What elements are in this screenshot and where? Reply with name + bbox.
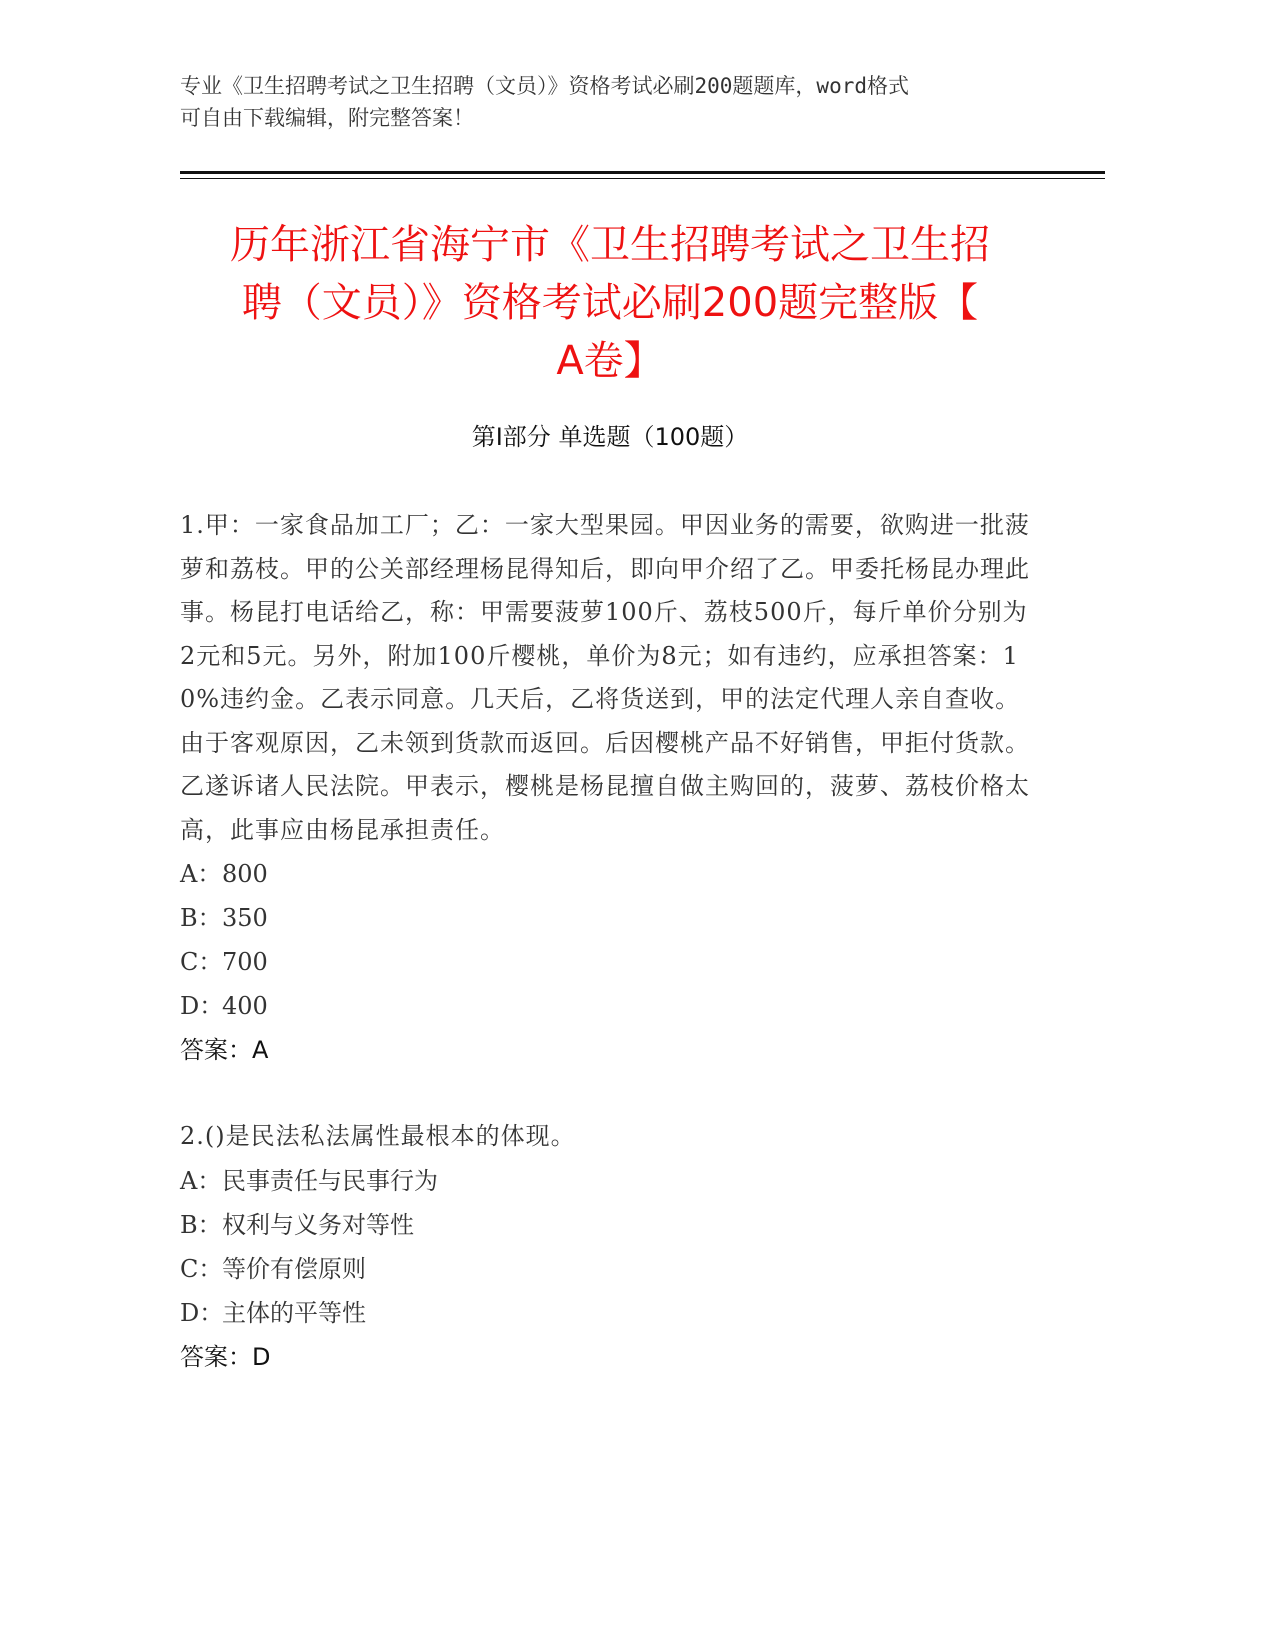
answer-line: 答案：D bbox=[180, 1342, 271, 1371]
section-heading: 第I部分 单选题（100题） bbox=[471, 423, 749, 451]
option-label: B： bbox=[180, 904, 222, 932]
header-divider-thick bbox=[180, 171, 1105, 174]
question-stem: 2.()是民法私法属性最根本的体现。 bbox=[180, 1122, 576, 1150]
title-line: 聘（文员）》资格考试必刷200题完整版【 bbox=[241, 280, 979, 326]
option-label: A： bbox=[180, 860, 222, 888]
header-note-line: 可自由下载编辑，附完整答案！ bbox=[180, 106, 474, 130]
option-a bbox=[180, 852, 1030, 896]
option-label: A： bbox=[180, 1166, 222, 1195]
option-c bbox=[180, 1247, 1030, 1291]
title-line: A卷】 bbox=[556, 338, 664, 384]
option-text: 权利与义务对等性 bbox=[222, 1210, 414, 1239]
option-label: D： bbox=[180, 1298, 224, 1327]
option-label: D： bbox=[180, 992, 224, 1020]
option-text: 主体的平等性 bbox=[222, 1298, 366, 1327]
title-line: 历年浙江省海宁市《卫生招聘考试之卫生招 bbox=[230, 222, 990, 268]
question-list bbox=[180, 504, 1030, 1379]
option-label: C： bbox=[180, 948, 223, 976]
option-text: 等价有偿原则 bbox=[222, 1254, 366, 1283]
header-note bbox=[180, 70, 1060, 134]
option-text: 民事责任与民事行为 bbox=[222, 1166, 438, 1195]
option-text: 350 bbox=[222, 904, 268, 932]
option-b bbox=[180, 896, 1030, 940]
option-d bbox=[180, 1291, 1030, 1335]
option-b bbox=[180, 1203, 1030, 1247]
document-title bbox=[170, 216, 1050, 390]
header-note-line: 专业《卫生招聘考试之卫生招聘（文员）》资格考试必刷200题题库，word格式 bbox=[180, 74, 909, 98]
option-text: 400 bbox=[222, 992, 268, 1020]
option-text: 700 bbox=[222, 948, 268, 976]
option-c bbox=[180, 940, 1030, 984]
option-label: B： bbox=[180, 1210, 222, 1239]
option-text: 800 bbox=[222, 860, 268, 888]
question-1 bbox=[180, 504, 1030, 1072]
option-d bbox=[180, 984, 1030, 1028]
question-stem: 1.甲：一家食品加工厂；乙：一家大型果园。甲因业务的需要，欲购进一批菠萝和荔枝。甲的公关部经理杨昆得知后，即向甲介绍了乙。甲委托杨昆办理此事。杨昆打电话给乙，称：甲需要菠萝100斤、荔枝500斤，每斤单价分别为2元和5元。另外，附加100斤樱桃，单价为8元；如有违约，应承担答案：10%违约金。乙表示同意。几天后，乙将货送到，甲的法定代理人亲自查收。由于客观原因，乙未领到货款而返回。后因樱桃产品不好销售，甲拒付货款。乙遂诉诸人民法院。甲表示，樱桃是杨昆擅自做主购回的，菠萝、荔枝价格太高，此事应由杨昆承担责任。 bbox=[180, 511, 1030, 844]
header-divider-thin bbox=[180, 178, 1105, 179]
option-a bbox=[180, 1159, 1030, 1203]
answer-line: 答案：A bbox=[180, 1036, 269, 1064]
option-label: C： bbox=[180, 1254, 223, 1283]
question-2 bbox=[180, 1115, 1030, 1379]
